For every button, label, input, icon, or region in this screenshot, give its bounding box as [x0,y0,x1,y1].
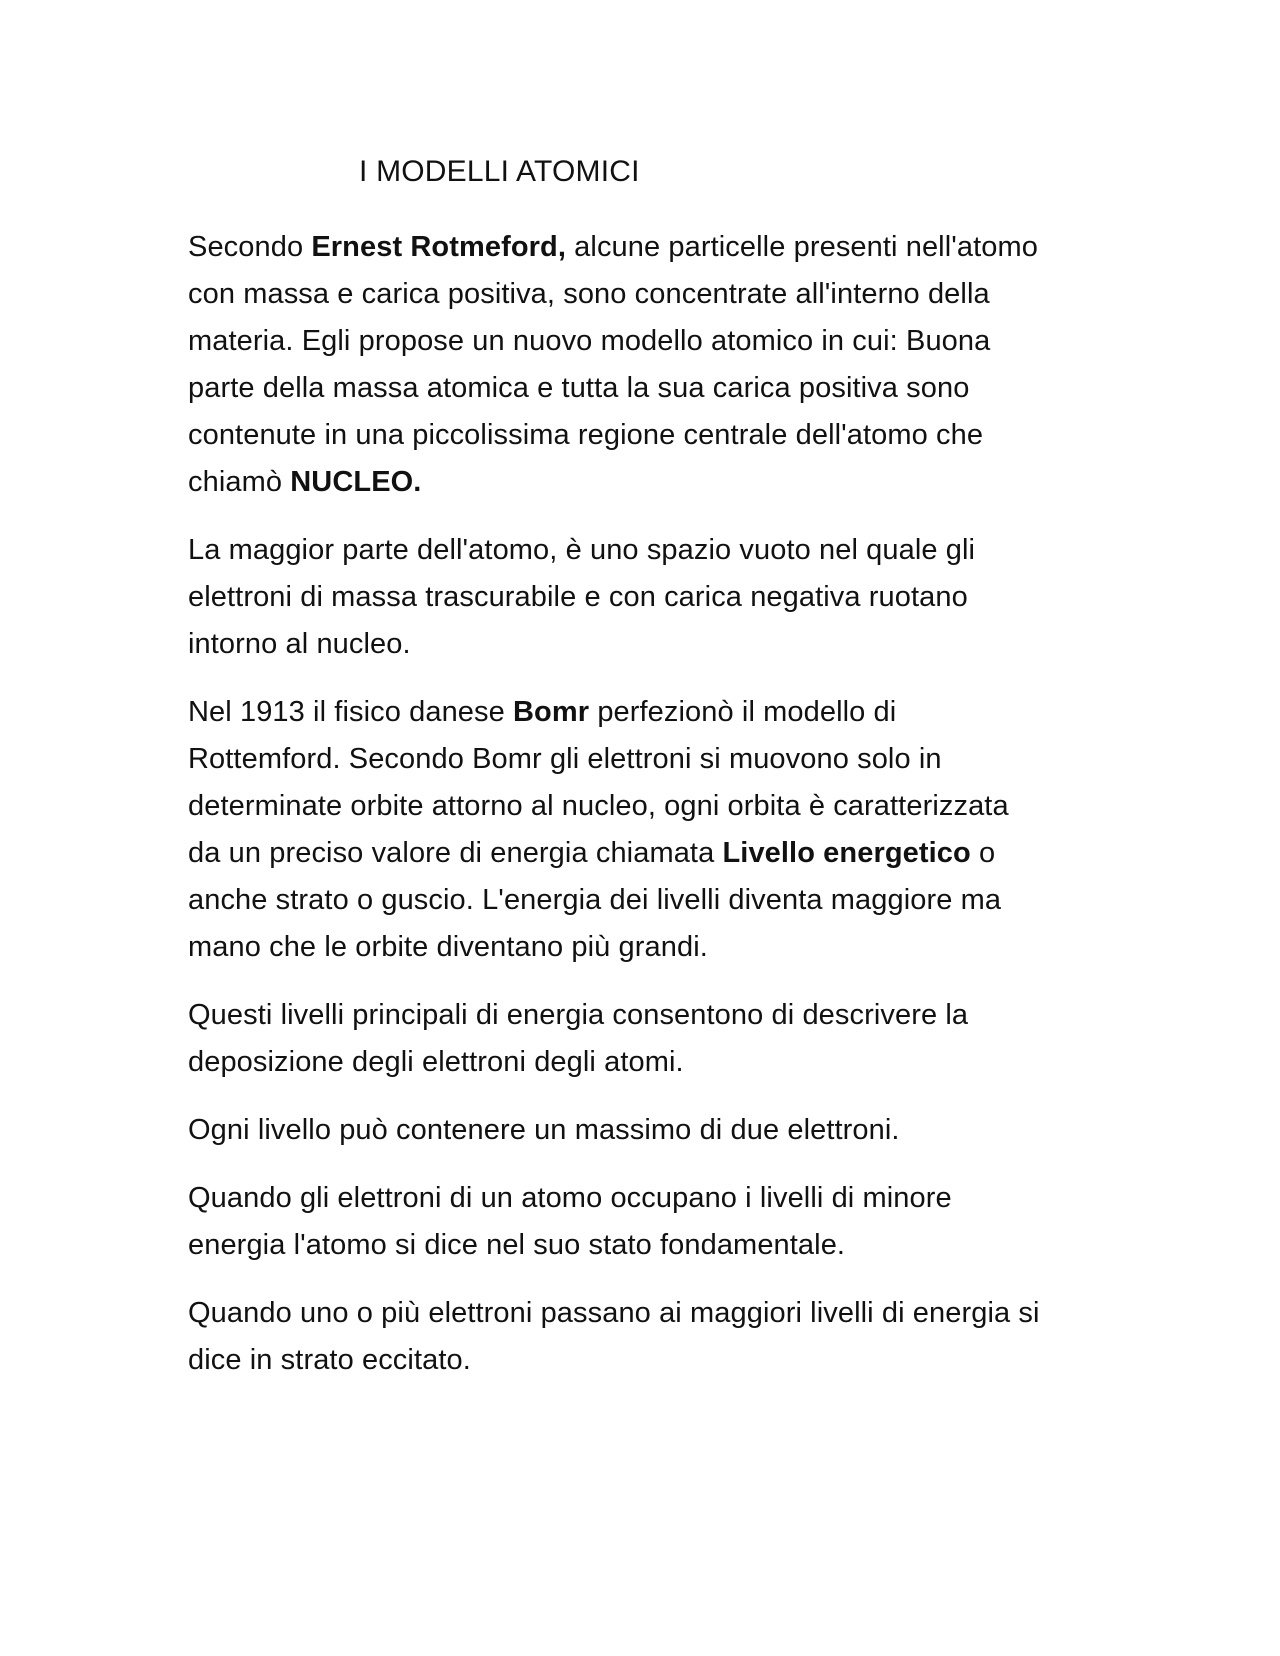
text-line [188,1039,1098,1086]
paragraph [188,1290,1098,1384]
text-run: intorno al nucleo. [188,628,411,660]
text-run: Ogni livello può contenere un massimo di due elettroni. [188,1114,900,1146]
text-run: deposizione degli elettroni degli atomi. [188,1046,684,1078]
text-line [188,1222,1098,1269]
text-line [188,1175,1098,1222]
text-line [188,365,1098,412]
text-line [188,992,1098,1039]
text-run: anche strato o guscio. L'energia dei livelli diventa maggiore ma [188,884,1002,916]
document-title: I MODELLI ATOMICI [359,155,640,188]
text-run: Secondo [188,231,312,263]
paragraph [188,992,1098,1086]
text-line [188,1107,1098,1154]
text-run: dice in strato eccitato. [188,1344,471,1376]
text-run: energia l'atomo si dice nel suo stato fondamentale. [188,1229,846,1261]
text-line [188,736,1098,783]
text-line [188,1337,1098,1384]
text-run: perfezionò il modello di [589,696,897,728]
text-line [188,783,1098,830]
text-run: con massa e carica positiva, sono concentrate all'interno della [188,278,990,310]
text-run: o [970,837,996,869]
text-run: La maggior parte dell'atomo, è uno spazio vuoto nel quale gli [188,534,976,566]
bold-text: Livello energetico [722,837,971,869]
paragraph [188,1107,1098,1154]
text-line [188,689,1098,736]
text-run: mano che le orbite diventano più grandi. [188,931,708,963]
text-line [188,924,1098,971]
text-run: chiamò [188,466,291,498]
paragraph [188,527,1098,668]
text-run: Nel 1913 il fisico danese [188,696,514,728]
text-line [188,574,1098,621]
text-run: parte della massa atomica e tutta la sua carica positiva sono [188,372,970,404]
text-line [188,271,1098,318]
text-run: contenute in una piccolissima regione centrale dell'atomo che [188,419,984,451]
paragraph [188,689,1098,971]
text-line [188,527,1098,574]
text-line [188,412,1098,459]
bold-text: Ernest Rotmeford, [311,231,567,263]
text-line [188,1290,1098,1337]
text-line [188,877,1098,924]
text-run: Rottemford. Secondo Bomr gli elettroni si muovono solo in [188,743,942,775]
text-run: elettroni di massa trascurabile e con carica negativa ruotano [188,581,968,613]
text-run: determinate orbite attorno al nucleo, ogni orbita è caratterizzata [188,790,1009,822]
bold-text: Bomr [513,696,590,728]
text-run: Quando uno o più elettroni passano ai maggiori livelli di energia si [188,1297,1040,1329]
text-run: alcune particelle presenti nell'atomo [566,231,1039,263]
text-run: da un preciso valore di energia chiamata [188,837,723,869]
text-run: Quando gli elettroni di un atomo occupano i livelli di minore [188,1182,952,1214]
text-line [188,621,1098,668]
text-line [188,224,1098,271]
document-body [188,224,1098,1405]
text-line [188,459,1098,506]
text-run: materia. Egli propose un nuovo modello atomico in cui: Buona [188,325,991,357]
paragraph [188,1175,1098,1269]
bold-text: NUCLEO. [290,466,422,498]
text-run: Questi livelli principali di energia consentono di descrivere la [188,999,969,1031]
paragraph [188,224,1098,506]
text-line [188,830,1098,877]
text-line [188,318,1098,365]
